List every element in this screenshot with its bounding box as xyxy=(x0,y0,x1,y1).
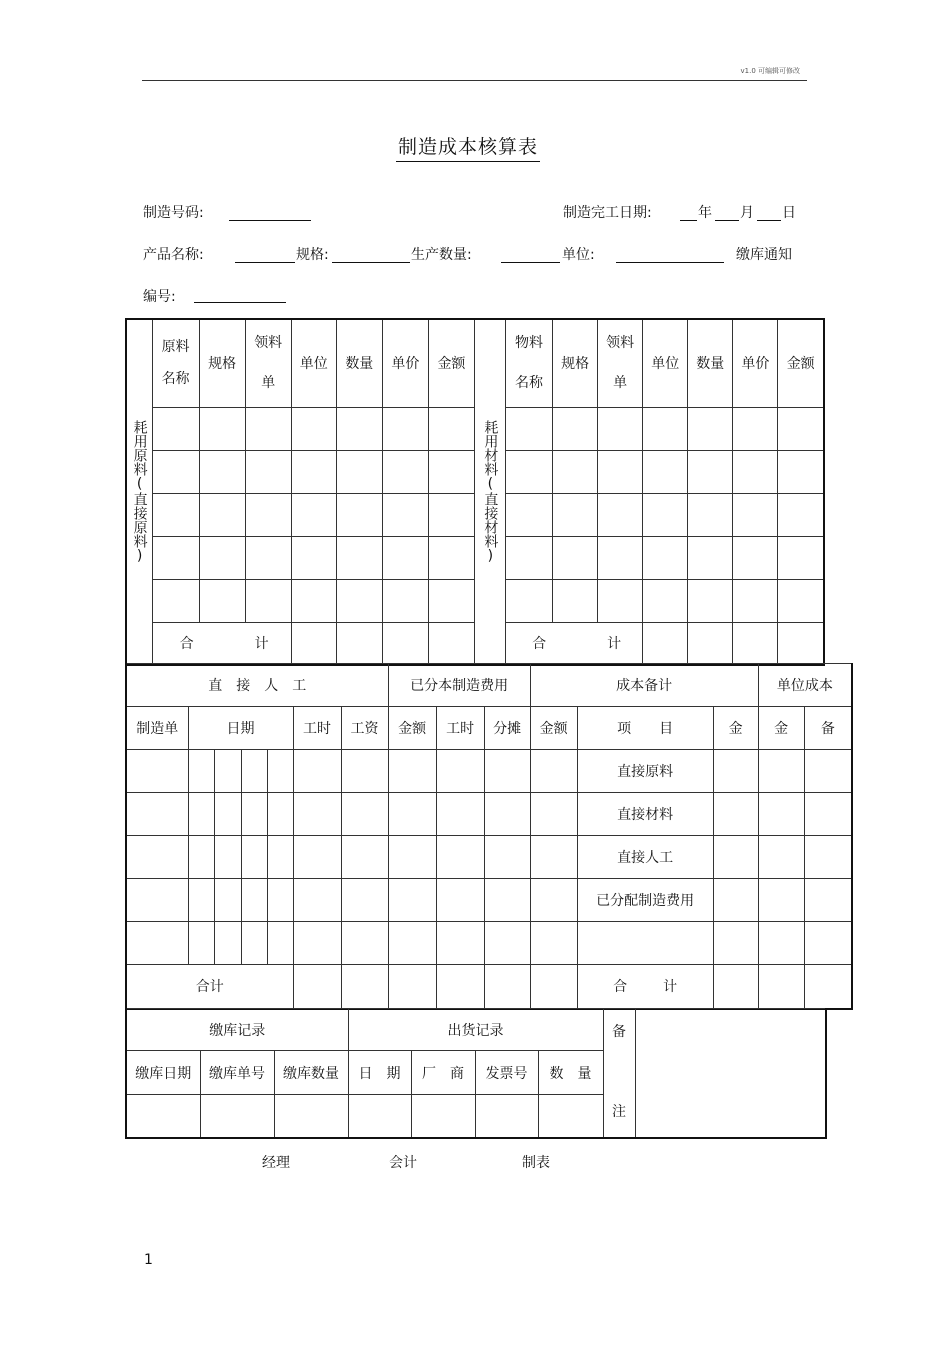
header-mfg-order: 制造单 xyxy=(126,707,188,750)
header-date: 日期 xyxy=(188,707,293,750)
raw-total-label: 合 计 xyxy=(152,622,291,665)
direct-labor-header: 直 接 人 工 xyxy=(126,664,388,707)
serial-field[interactable] xyxy=(194,302,286,303)
finish-date-label: 制造完工日期: xyxy=(563,205,652,221)
mfg-no-label: 制造号码: xyxy=(143,205,204,221)
mat-header-unit: 单位 xyxy=(643,319,688,407)
cost-item-raw: 直接原料 xyxy=(577,750,713,793)
day-field[interactable] xyxy=(757,220,781,221)
mat-side-label: 耗用材料(直接材料) xyxy=(474,319,505,665)
table-row xyxy=(126,750,852,793)
stock-record-header: 缴库记录 xyxy=(126,1009,348,1051)
product-name-field[interactable] xyxy=(235,262,295,263)
unit-field[interactable] xyxy=(616,262,724,263)
header-item: 项 目 xyxy=(577,707,713,750)
remark-area[interactable] xyxy=(635,1009,826,1138)
manager-signature-label: 经理 xyxy=(262,1155,290,1171)
raw-side-label: 耗用原料(直接原料) xyxy=(126,319,152,665)
raw-header-price: 单价 xyxy=(382,319,428,407)
header-amount: 金额 xyxy=(388,707,436,750)
labor-total-label: 合计 xyxy=(126,965,293,1009)
year-label: 年 xyxy=(698,205,712,221)
raw-header-qty: 数量 xyxy=(336,319,382,407)
header-gold-2: 金 xyxy=(758,707,804,750)
accountant-signature-label: 会计 xyxy=(389,1155,417,1171)
year-field[interactable] xyxy=(680,220,697,221)
mat-header-price: 单价 xyxy=(733,319,778,407)
header-rule xyxy=(142,80,807,81)
product-name-label: 产品名称: xyxy=(143,247,204,263)
cost-note-header: 成本备计 xyxy=(530,664,758,707)
header-ship-qty: 数 量 xyxy=(538,1051,603,1095)
spec-label: 规格: xyxy=(296,247,329,263)
header-hours: 工时 xyxy=(293,707,341,750)
serial-label: 编号: xyxy=(143,289,176,305)
header-gold-1: 金 xyxy=(713,707,758,750)
header-stock-no: 缴库单号 xyxy=(200,1051,274,1095)
mat-header-spec: 规格 xyxy=(553,319,598,407)
labor-total-row xyxy=(126,965,852,1009)
mat-header-amount: 金额 xyxy=(778,319,824,407)
page-title: 制造成本核算表 xyxy=(396,132,540,162)
table-row xyxy=(126,922,852,965)
table-row xyxy=(126,836,852,879)
version-note: v1.0 可编辑可修改 xyxy=(740,67,800,75)
month-field[interactable] xyxy=(715,220,739,221)
spec-field[interactable] xyxy=(332,262,410,263)
header-oh-amount: 金额 xyxy=(530,707,577,750)
mat-header-requisition: 领料单 xyxy=(598,319,643,407)
mfg-no-field[interactable] xyxy=(229,220,311,221)
raw-header-requisition: 领料单 xyxy=(245,319,291,407)
cost-item-overhead: 已分配制造费用 xyxy=(577,879,713,922)
unit-cost-header: 单位成本 xyxy=(758,664,852,707)
mat-header-name: 物料名称 xyxy=(506,319,553,407)
cost-item-material: 直接材料 xyxy=(577,793,713,836)
raw-header-unit: 单位 xyxy=(291,319,336,407)
day-label: 日 xyxy=(782,205,796,221)
cost-item-labor: 直接人工 xyxy=(577,836,713,879)
page-number: 1 xyxy=(144,1252,153,1268)
table-row xyxy=(126,879,852,922)
table-row xyxy=(126,793,852,836)
raw-header-amount: 金额 xyxy=(428,319,474,407)
preparer-signature-label: 制表 xyxy=(522,1155,550,1171)
remark-label: 备 注 xyxy=(603,1009,635,1138)
header-allocation: 分摊 xyxy=(484,707,530,750)
raw-header-name: 原料名称 xyxy=(152,319,199,407)
header-stock-qty: 缴库数量 xyxy=(274,1051,348,1095)
materials-table xyxy=(125,318,825,666)
stock-notice-label: 缴库通知 xyxy=(736,247,792,263)
month-label: 月 xyxy=(740,205,754,221)
header-remark: 备 xyxy=(804,707,852,750)
header-stock-date: 缴库日期 xyxy=(126,1051,200,1095)
stock-table xyxy=(125,1008,827,1139)
cost-total-label: 合 计 xyxy=(577,965,713,1009)
header-invoice: 发票号 xyxy=(475,1051,538,1095)
unit-label: 单位: xyxy=(562,247,595,263)
header-ship-date: 日 期 xyxy=(348,1051,411,1095)
header-wage: 工资 xyxy=(341,707,388,750)
raw-header-spec: 规格 xyxy=(199,319,245,407)
quantity-field[interactable] xyxy=(501,262,560,263)
labor-table xyxy=(125,663,853,1010)
quantity-label: 生产数量: xyxy=(411,247,472,263)
ship-record-header: 出货记录 xyxy=(348,1009,603,1051)
overhead-header: 已分本制造费用 xyxy=(388,664,530,707)
mat-total-label: 合 计 xyxy=(506,622,643,665)
mat-header-qty: 数量 xyxy=(688,319,733,407)
header-vendor: 厂 商 xyxy=(411,1051,475,1095)
header-oh-hours: 工时 xyxy=(436,707,484,750)
